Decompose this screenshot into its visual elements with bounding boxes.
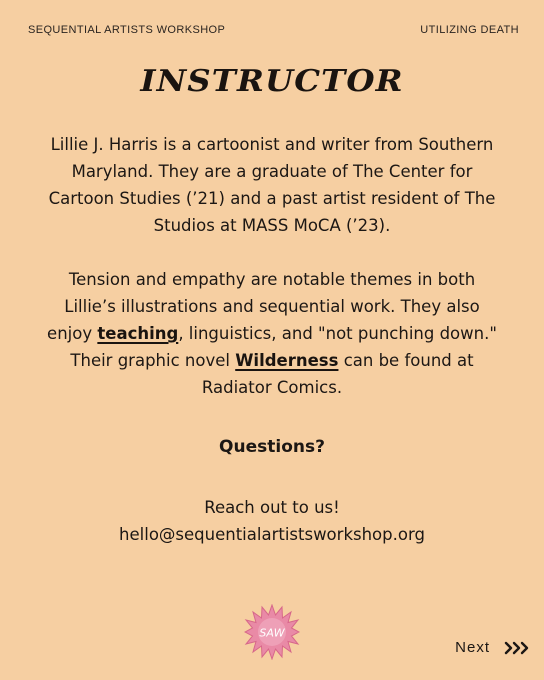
contact-line: Reach out to us! xyxy=(204,498,340,517)
bio-p2-part-b: , linguistics, and "not punching down." Their graphic novel xyxy=(70,324,497,370)
header-topic: UTILIZING DEATH xyxy=(420,24,519,36)
contact-email[interactable]: hello@sequentialartistsworkshop.org xyxy=(119,525,425,544)
triple-chevron-right-icon[interactable] xyxy=(504,641,530,655)
wilderness-link[interactable]: Wilderness xyxy=(235,351,339,370)
bio-p2-part-c: can be found at Radiator Comics. xyxy=(201,351,474,397)
bio-paragraph-2 xyxy=(44,266,500,401)
next-label[interactable]: Next xyxy=(455,639,490,656)
saw-starburst-icon xyxy=(244,604,300,660)
questions-heading: Questions? xyxy=(219,437,325,457)
bio-p2-part-a: Tension and empathy are notable themes in both Lillie’s illustrations and sequential work. They also enjoy xyxy=(47,270,480,343)
bio-text xyxy=(44,131,500,401)
logo-text: SAW xyxy=(259,626,285,640)
saw-logo xyxy=(244,604,300,660)
contact-block xyxy=(0,494,544,548)
bio-paragraph-1: Lillie J. Harris is a cartoonist and writer from Southern Maryland. They are a graduate of The Center for Cartoon Studies (’21) and a past artist resident of The Studios at MASS MoCA (’23). xyxy=(48,135,496,235)
teaching-link[interactable]: teaching xyxy=(97,324,179,343)
page-title: INSTRUCTOR xyxy=(140,64,404,99)
next-nav[interactable] xyxy=(455,639,530,656)
header-brand: SEQUENTIAL ARTISTS WORKSHOP xyxy=(28,24,226,36)
